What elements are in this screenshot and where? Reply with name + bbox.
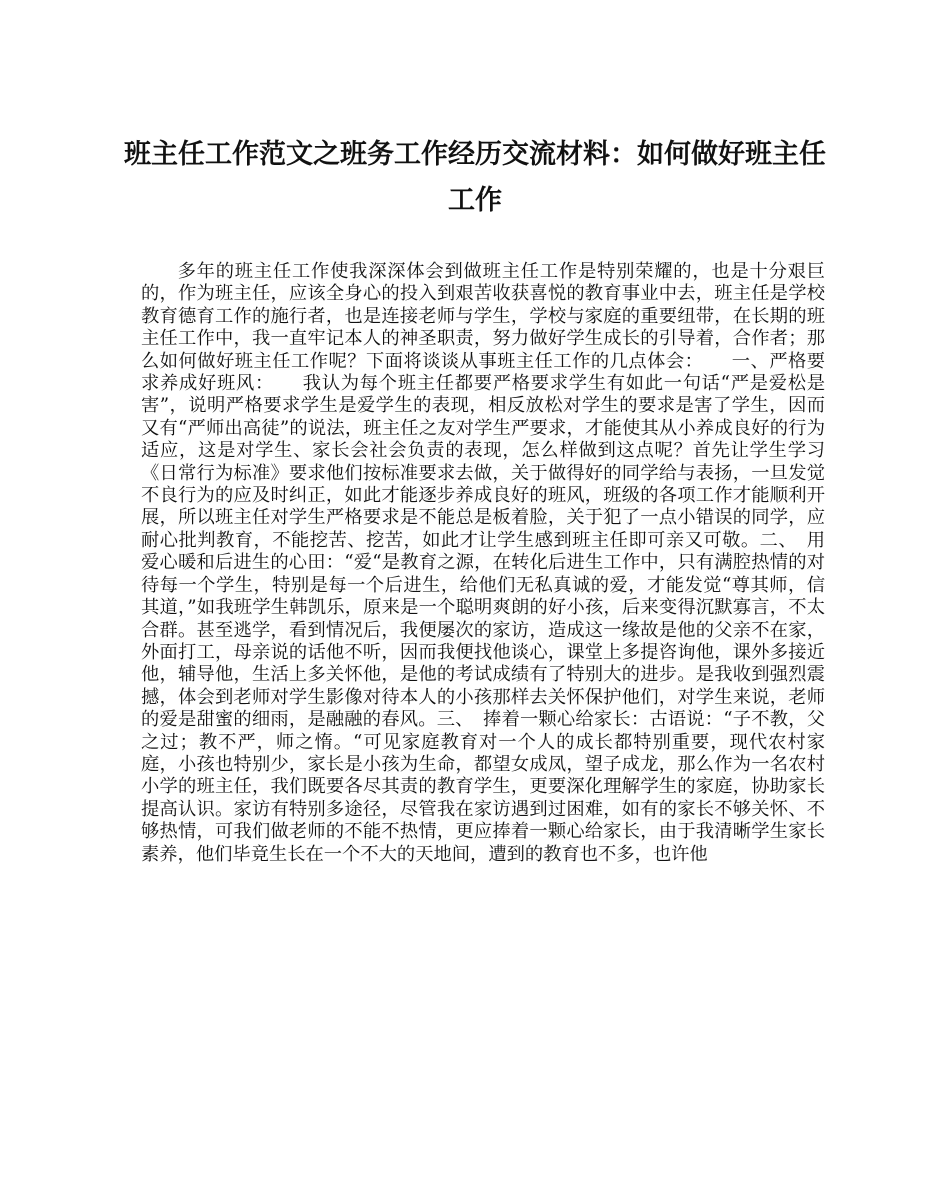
document-body: 多年的班主任工作使我深深体会到做班主任工作是特别荣耀的，也是十分艰巨的，作为班主任，应该全身心的投入到艰苦收获喜悦的教育事业中去，班主任是学校教育德育工作的施行者，也是连接老师与学生，学校与家庭的重要纽带，在长期的班主任工作中，我一直牢记本人的神圣职责，努力做好学生成长的引导着，合作者；那么如何做好班主任工作呢？下面将谈谈从事班主任工作的几点体会： 一、严格要求养成好班风： 我认为每个班主任都要严格要求学生有如此一句话“严是爱松是害”，说明严格要求学生是爱学生的表现，相反放松对学生的要求是害了学生，因而又有“严师出高徒”的说法，班主任之友对学生严要求，才能使其从小养成良好的行为适应，这是对学生、家长会社会负责的表现，怎么样做到这点呢？首先让学生学习《日常行为标准》要求他们按标准要求去做，关于做得好的同学给与表扬，一旦发觉不良行为的应及时纠正，如此才能逐步养成良好的班风，班级的各项工作才能顺利开展，所以班主任对学生严格要求是不能总是板着脸，关于犯了一点小错误的同学，应耐心批判教育，不能挖苦、挖苦，如此才让学生感到班主任即可亲又可敬。二、 用爱心暖和后进生的心田：“爱“是教育之源，在转化后进生工作中，只有满腔热情的对待每一个学生，特别是每一个后进生，给他们无私真诚的爱，才能发觉“尊其师，信其道，”如我班学生韩凯乐，原来是一个聪明爽朗的好小孩，后来变得沉默寡言，不太合群。甚至逃学，看到情况后，我便屡次的家访，造成这一缘故是他的父亲不在家，外面打工，母亲说的话他不听，因而我便找他谈心，课堂上多提咨询他，课外多接近他，辅导他，生活上多关怀他，是他的考试成绩有了特别大的进步。是我收到强烈震撼，体会到老师对学生影像对待本人的小孩那样去关怀保护他们，对学生来说，老师的爱是甜蜜的细雨，是融融的春风。三、 捧着一颗心给家长：古语说：“子不教，父之过；教不严，师之惰。“可见家庭教育对一个人的成长都特别重要，现代农村家庭，小孩也特别少，家长是小孩为生命，都望女成凤，望子成龙，那么作为一名农村小学的班主任，我们既要各尽其责的教育学生，更要深化理解学生的家庭，协助家长提高认识。家访有特别多途径，尽管我在家访遇到过困难，如有的家长不够关怀、不够热情，可我们做老师的不能不热情，更应捧着一颗心给家长，由于我清晰学生家长素养，他们毕竟生长在一个不大的天地间，遭到的教育也不多，也许他: [141, 261, 825, 865]
document-title: 班主任工作范文之班务工作经历交流材料：如何做好班主任工作: [124, 139, 826, 216]
